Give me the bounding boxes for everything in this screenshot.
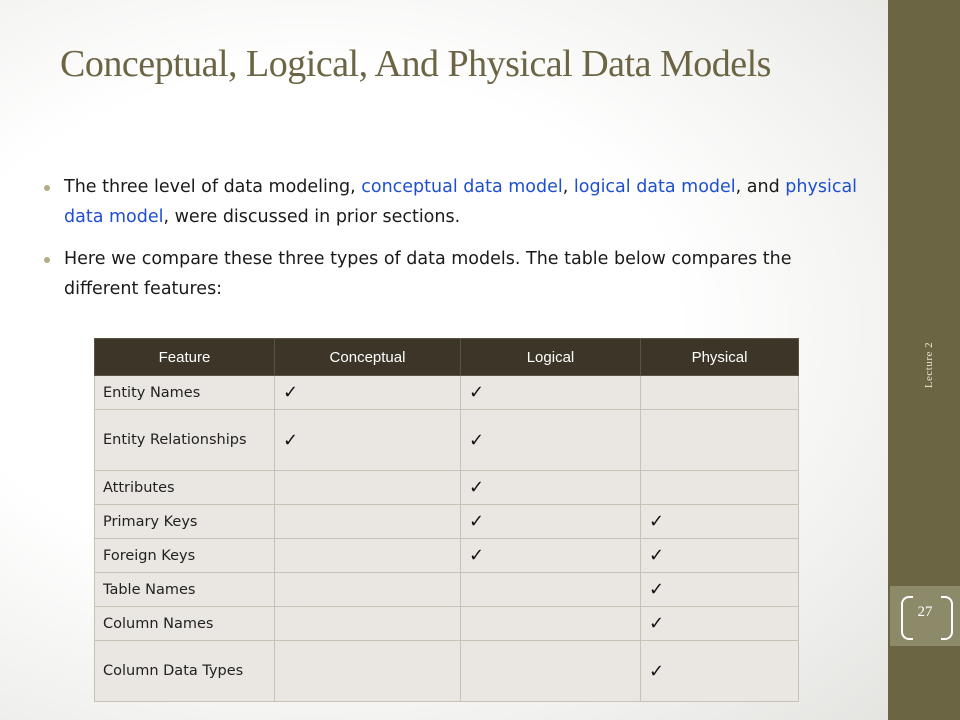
bullet1-text-3: , and bbox=[735, 177, 786, 197]
physical-check-icon: ✓ bbox=[641, 607, 799, 641]
feature-cell: Entity Relationships bbox=[95, 410, 275, 471]
slide-title: Conceptual, Logical, And Physical Data Models bbox=[60, 43, 771, 85]
conceptual-check-icon bbox=[275, 607, 461, 641]
header-conceptual: Conceptual bbox=[275, 339, 461, 376]
feature-cell: Attributes bbox=[95, 471, 275, 505]
conceptual-check-icon bbox=[275, 539, 461, 573]
physical-model-link[interactable]: physical data model bbox=[64, 177, 858, 227]
conceptual-check-icon: ✓ bbox=[275, 410, 461, 471]
table-row bbox=[95, 471, 799, 505]
physical-check-icon bbox=[641, 410, 799, 471]
feature-cell: Entity Names bbox=[95, 376, 275, 410]
bullet1-text-2: , bbox=[562, 177, 574, 197]
feature-cell: Foreign Keys bbox=[95, 539, 275, 573]
header-physical: Physical bbox=[641, 339, 799, 376]
bullet1-text-4: , were discussed in prior sections. bbox=[163, 207, 461, 227]
table-row bbox=[95, 505, 799, 539]
feature-cell: Primary Keys bbox=[95, 505, 275, 539]
logical-check-icon bbox=[461, 607, 641, 641]
physical-check-icon: ✓ bbox=[641, 641, 799, 702]
logical-check-icon: ✓ bbox=[461, 539, 641, 573]
feature-cell: Column Data Types bbox=[95, 641, 275, 702]
table-row bbox=[95, 641, 799, 702]
logical-check-icon: ✓ bbox=[461, 505, 641, 539]
table-row bbox=[95, 573, 799, 607]
logical-model-link[interactable]: logical data model bbox=[573, 177, 736, 197]
conceptual-check-icon bbox=[275, 573, 461, 607]
conceptual-check-icon bbox=[275, 471, 461, 505]
conceptual-check-icon bbox=[275, 505, 461, 539]
logical-check-icon: ✓ bbox=[461, 471, 641, 505]
feature-cell: Column Names bbox=[95, 607, 275, 641]
logical-check-icon: ✓ bbox=[461, 376, 641, 410]
feature-cell: Table Names bbox=[95, 573, 275, 607]
side-label-text: Lecture 2 bbox=[923, 341, 935, 389]
physical-check-icon: ✓ bbox=[641, 573, 799, 607]
page-number: 27 bbox=[917, 604, 933, 620]
bullet-item-2: Here we compare these three types of data models. The table below compares the different features: bbox=[40, 244, 860, 304]
side-label bbox=[909, 320, 949, 410]
header-logical: Logical bbox=[461, 339, 641, 376]
features-table bbox=[94, 338, 799, 702]
header-feature: Feature bbox=[95, 339, 275, 376]
logical-check-icon bbox=[461, 641, 641, 702]
table-header-row bbox=[95, 339, 799, 376]
table-row bbox=[95, 410, 799, 471]
conceptual-check-icon: ✓ bbox=[275, 376, 461, 410]
logical-check-icon bbox=[461, 573, 641, 607]
bullet-list bbox=[40, 172, 860, 316]
conceptual-check-icon bbox=[275, 641, 461, 702]
table-row bbox=[95, 376, 799, 410]
physical-check-icon bbox=[641, 471, 799, 505]
table-row bbox=[95, 539, 799, 573]
table-row bbox=[95, 607, 799, 641]
bullet1-text-1: The three level of data modeling, bbox=[64, 177, 362, 197]
physical-check-icon: ✓ bbox=[641, 539, 799, 573]
conceptual-model-link[interactable]: conceptual data model bbox=[361, 177, 563, 197]
physical-check-icon bbox=[641, 376, 799, 410]
logical-check-icon: ✓ bbox=[461, 410, 641, 471]
bullet-item-1 bbox=[40, 172, 860, 232]
physical-check-icon: ✓ bbox=[641, 505, 799, 539]
